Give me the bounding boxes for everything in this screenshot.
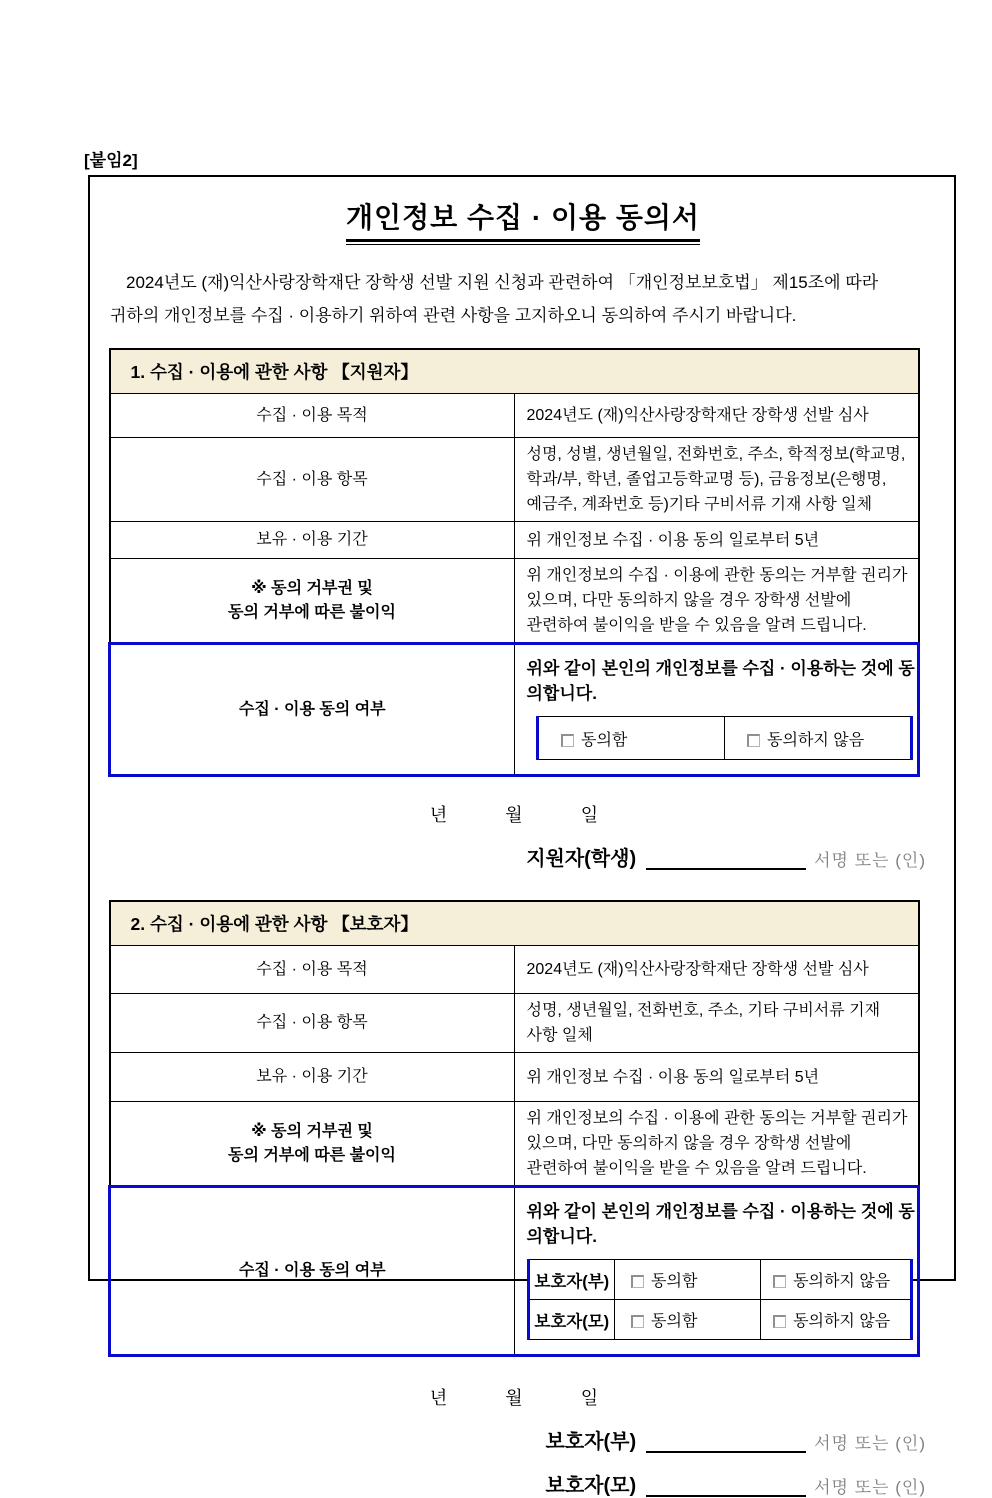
table-row	[110, 946, 919, 994]
month-label: 월	[505, 1388, 523, 1408]
table-row	[110, 394, 919, 438]
father-consent-row	[528, 1260, 912, 1300]
father-label: 보호자(부)	[528, 1260, 615, 1300]
items-value: 성명, 성별, 생년월일, 전화번호, 주소, 학적정보(학교명, 학과/부, 학년, 졸업고등학교명 등), 금융정보(은행명, 예금주, 계좌번호 등)기타 구비서류 기재 사항 일체	[514, 438, 919, 522]
sign-hint: 서명 또는 (인)	[814, 1434, 926, 1453]
father-signature-row	[108, 1425, 926, 1454]
date-line	[108, 801, 920, 827]
refusal-value: 위 개인정보의 수집 · 이용에 관한 동의는 거부할 권리가 있으며, 다만 동의하지 않을 경우 장학생 선발에 관련하여 불이익을 받을 수 있음을 알려 드립니다.	[514, 1102, 919, 1187]
section1-table	[108, 348, 920, 777]
father-signer-label: 보호자(부)	[545, 1431, 637, 1453]
guardian-consent-options-table	[527, 1259, 914, 1340]
consent-statement: 위와 같이 본인의 개인정보를 수집 · 이용하는 것에 동의합니다.	[526, 1202, 915, 1246]
father-agree-checkbox-icon[interactable]	[631, 1275, 644, 1288]
section2-table	[108, 900, 920, 1357]
refusal-label: ※ 동의 거부권 및 동의 거부에 따른 불이익	[110, 559, 515, 644]
agree-label: 동의함	[581, 731, 628, 749]
date-line	[108, 1384, 920, 1410]
purpose-value: 2024년도 (재)익산사랑장학재단 장학생 선발 심사	[514, 394, 919, 438]
mother-label: 보호자(모)	[528, 1300, 615, 1340]
period-label: 보유 · 이용 기간	[110, 522, 515, 559]
agree-label: 동의함	[651, 1273, 698, 1290]
agree-checkbox-icon[interactable]	[561, 734, 574, 747]
section1-header: 1. 수집 · 이용에 관한 사항 【지원자】	[110, 349, 919, 394]
consent-cell	[514, 1187, 919, 1356]
year-label: 년	[429, 805, 448, 825]
purpose-value: 2024년도 (재)익산사랑장학재단 장학생 선발 심사	[514, 946, 919, 994]
day-label: 일	[580, 805, 599, 825]
father-disagree-checkbox-icon[interactable]	[773, 1275, 786, 1288]
consent-label: 수집 · 이용 동의 여부	[110, 644, 515, 776]
mother-agree-checkbox-icon[interactable]	[631, 1315, 644, 1328]
father-agree-option-cell	[615, 1260, 761, 1300]
month-label: 월	[505, 805, 523, 825]
refusal-value: 위 개인정보의 수집 · 이용에 관한 동의는 거부할 권리가 있으며, 다만 동의하지 않을 경우 장학생 선발에 관련하여 불이익을 받을 수 있음을 알려 드립니다.	[514, 559, 919, 644]
applicant-signature-row	[108, 842, 926, 871]
table-row	[110, 1053, 919, 1102]
consent-statement: 위와 같이 본인의 개인정보를 수집 · 이용하는 것에 동의합니다.	[526, 659, 915, 703]
section2-header: 2. 수집 · 이용에 관한 사항 【보호자】	[110, 901, 919, 946]
table-row	[110, 559, 919, 644]
document-title-wrap	[108, 196, 938, 245]
table-row	[110, 522, 919, 559]
refusal-label: ※ 동의 거부권 및 동의 거부에 따른 불이익	[110, 1102, 515, 1187]
mother-signature-row	[108, 1469, 926, 1498]
document-title: 개인정보 수집 · 이용 동의서	[346, 196, 700, 242]
period-value: 위 개인정보 수집 · 이용 동의 일로부터 5년	[514, 1053, 919, 1102]
year-label: 년	[429, 1388, 448, 1408]
consent-label: 수집 · 이용 동의 여부	[110, 1187, 515, 1356]
mother-disagree-checkbox-icon[interactable]	[773, 1315, 786, 1328]
consent-row	[110, 1187, 919, 1356]
agree-label: 동의함	[651, 1313, 698, 1330]
items-label: 수집 · 이용 항목	[110, 994, 515, 1053]
table-row	[110, 438, 919, 522]
mother-signer-label: 보호자(모)	[545, 1475, 637, 1497]
day-label: 일	[580, 1388, 599, 1408]
purpose-label: 수집 · 이용 목적	[110, 946, 515, 994]
agree-option-cell	[538, 717, 725, 760]
applicant-signer-label: 지원자(학생)	[526, 848, 637, 870]
intro-paragraph: 2024년도 (재)익산사랑장학재단 장학생 선발 지원 신청과 관련하여 「개인정보보호법」 제15조에 따라 귀하의 개인정보를 수집 · 이용하기 위하여 관련 사항을 고지하오니 동의하여 주시기 바랍니다.	[110, 273, 879, 325]
mother-consent-row	[528, 1300, 912, 1340]
consent-row	[110, 644, 919, 776]
father-disagree-option-cell	[761, 1260, 912, 1300]
mother-disagree-option-cell	[761, 1300, 912, 1340]
disagree-checkbox-icon[interactable]	[747, 734, 760, 747]
mother-agree-option-cell	[615, 1300, 761, 1340]
disagree-label: 동의하지 않음	[793, 1273, 891, 1290]
sign-hint: 서명 또는 (인)	[814, 851, 926, 870]
consent-cell	[514, 644, 919, 776]
items-value: 성명, 생년월일, 전화번호, 주소, 기타 구비서류 기재 사항 일체	[514, 994, 919, 1053]
signature-line	[646, 1475, 806, 1497]
disagree-label: 동의하지 않음	[793, 1313, 891, 1330]
consent-form-document	[88, 175, 956, 1497]
sign-hint: 서명 또는 (인)	[814, 1478, 926, 1497]
period-label: 보유 · 이용 기간	[110, 1053, 515, 1102]
consent-options-table	[536, 716, 913, 760]
table-row	[110, 994, 919, 1053]
items-label: 수집 · 이용 항목	[110, 438, 515, 522]
purpose-label: 수집 · 이용 목적	[110, 394, 515, 438]
table-row	[110, 1102, 919, 1187]
signature-line	[646, 848, 806, 870]
signature-line	[646, 1431, 806, 1453]
disagree-label: 동의하지 않음	[767, 731, 865, 749]
period-value: 위 개인정보 수집 · 이용 동의 일로부터 5년	[514, 522, 919, 559]
disagree-option-cell	[725, 717, 912, 760]
attachment-label: [붙임2]	[84, 151, 138, 170]
